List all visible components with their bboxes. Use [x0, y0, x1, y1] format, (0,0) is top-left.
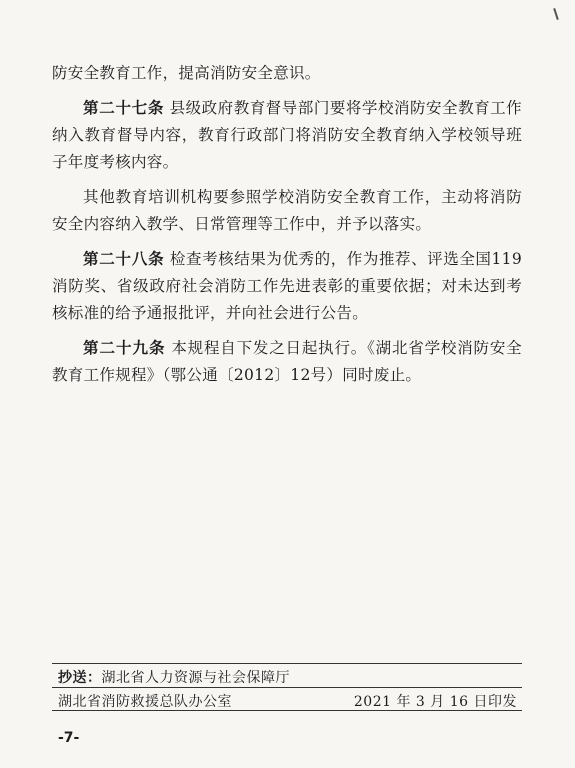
paragraph-text: 检查考核结果为优秀的，作为推荐、评选全国119消防奖、省级政府社会消防工作先进表彰的重要依据；对未达到考核标准的给予通报批评，并向社会进行公告。 [52, 250, 522, 322]
issue-date: 2021 年 3 月 16 日印发 [353, 694, 517, 710]
paragraph-1 [52, 60, 522, 87]
footer-rule-middle [52, 687, 522, 688]
issuer: 湖北省消防救援总队办公室 [58, 694, 232, 710]
cc-label: 抄送： [58, 670, 102, 686]
paragraph-article-29 [52, 335, 522, 389]
article-heading: 第二十七条 [83, 99, 165, 117]
paragraph-text: 防安全教育工作，提高消防安全意识。 [52, 64, 321, 82]
paragraph-text: 县级政府教育督导部门要将学校消防安全教育工作纳入教育督导内容，教育行政部门将消防安全教育纳入学校领导班子年度考核内容。 [52, 99, 522, 171]
paragraph-article-27 [52, 95, 522, 176]
document-body [52, 60, 522, 397]
paragraph-3 [52, 184, 522, 238]
paragraph-article-28 [52, 246, 522, 327]
footer-rule-top [52, 663, 522, 664]
article-heading: 第二十九条 [83, 339, 166, 357]
paragraph-text: 其他教育培训机构要参照学校消防安全教育工作，主动将消防安全内容纳入教学、日常管理等工作中，并予以落实。 [52, 188, 522, 233]
article-heading: 第二十八条 [83, 250, 165, 268]
page-number: -7- [58, 730, 80, 746]
corner-mark [553, 8, 559, 20]
paragraph-text: 本规程自下发之日起执行。《湖北省学校消防安全教育工作规程》（鄂公通〔2012〕12号）同时废止。 [52, 339, 522, 384]
cc-line [58, 667, 290, 687]
footer-rule-bottom [52, 710, 522, 711]
cc-recipient: 湖北省人力资源与社会保障厅 [101, 670, 290, 686]
